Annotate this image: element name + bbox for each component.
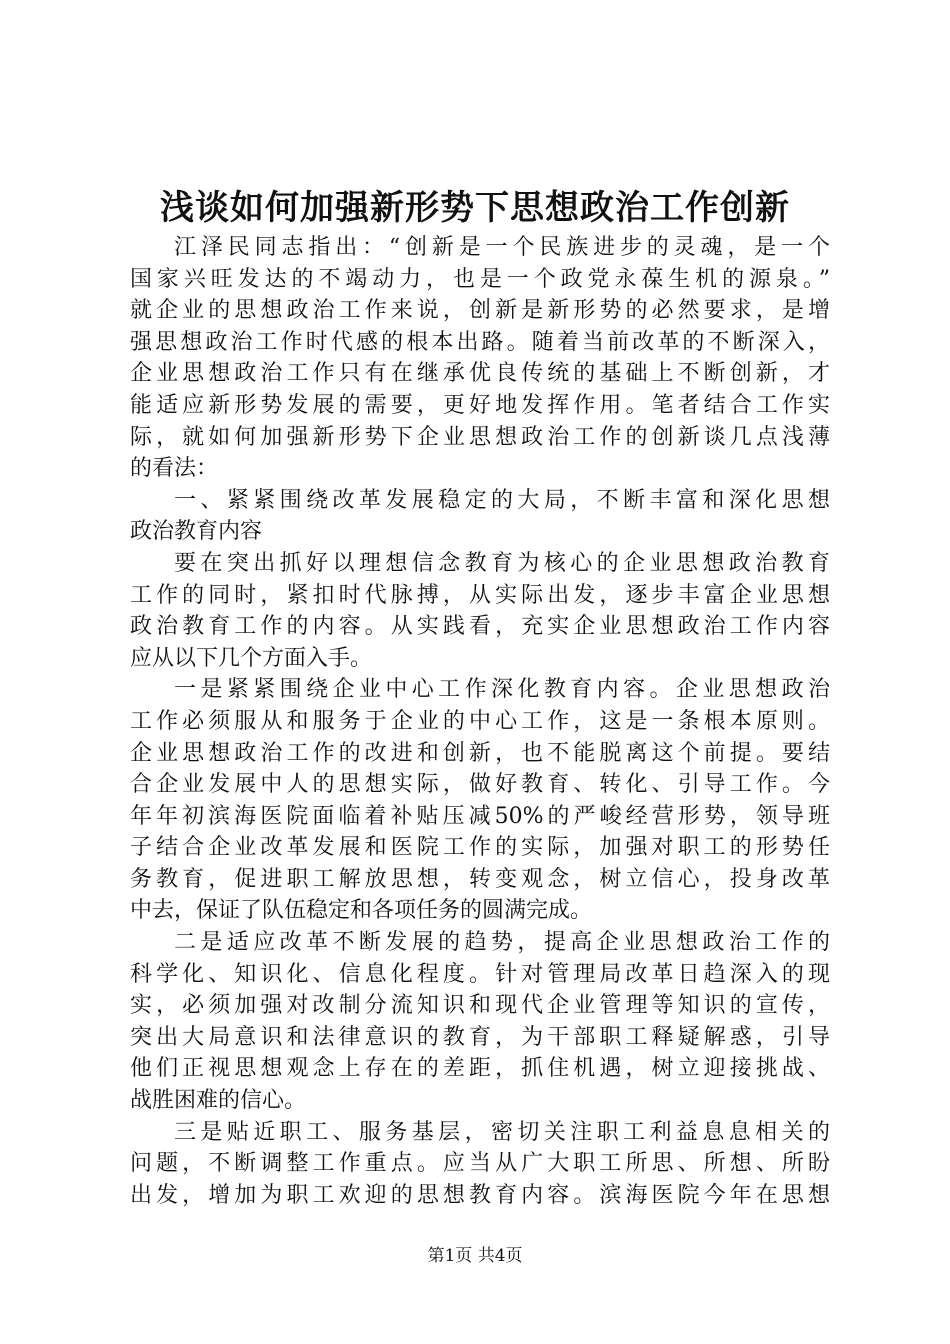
text-line: 应从以下几个方面入手。: [130, 645, 373, 671]
text-line: 科学化、知识化、信息化程度。针对管理局改革日趋深入的现: [130, 961, 830, 987]
text-line: 战胜困难的信心。: [130, 1088, 307, 1114]
text-line: 合企业发展中人的思想实际，做好教育、转化、引导工作。今: [130, 772, 830, 798]
text-line: 就企业的思想政治工作来说，创新是新形势的必然要求，是增: [130, 298, 830, 324]
text-line: 企业思想政治工作只有在继承优良传统的基础上不断创新，才: [130, 361, 830, 387]
text-line: 强思想政治工作时代感的根本出路。随着当前改革的不断深入，: [130, 329, 830, 355]
text-line: 中去，保证了队伍稳定和各项任务的圆满完成。: [130, 898, 593, 924]
page-footer: 第1页 共4页: [427, 1246, 523, 1266]
text-line: 出发，增加为职工欢迎的思想教育内容。滨海医院今年在思想: [130, 1182, 830, 1208]
text-line: 工作必须服从和服务于企业的中心工作，这是一条根本原则。: [130, 708, 830, 734]
text-line: 政治教育工作的内容。从实践看，充实企业思想政治工作内容: [130, 614, 830, 640]
text-line: 能适应新形势发展的需要，更好地发挥作用。笔者结合工作实: [130, 392, 830, 418]
text-line: 三是贴近职工、服务基层，密切关注职工利益息息相关的: [174, 1119, 830, 1145]
text-line: 务教育，促进职工解放思想，转变观念，树立信心，投身改革: [130, 866, 830, 892]
text-line: 政治教育内容: [130, 519, 263, 545]
text-line: 二是适应改革不断发展的趋势，提高企业思想政治工作的: [174, 930, 830, 956]
text-line: 突出大局意识和法律意识的教育，为干部职工释疑解惑，引导: [130, 1024, 830, 1050]
document-body: [130, 232, 830, 1211]
text-line: 工作的同时，紧扣时代脉搏，从实际出发，逐步丰富企业思想: [130, 582, 830, 608]
text-line: 一、紧紧围绕改革发展稳定的大局，不断丰富和深化思想: [174, 487, 830, 513]
text-line: 江泽民同志指出：“创新是一个民族进步的灵魂，是一个: [174, 235, 830, 260]
text-line: 子结合企业改革发展和医院工作的实际，加强对职工的形势任: [130, 835, 830, 861]
document-title: 浅谈如何加强新形势下思想政治工作创新: [160, 188, 790, 228]
text-line: 的看法：: [130, 456, 219, 482]
text-line: 要在突出抓好以理想信念教育为核心的企业思想政治教育: [174, 550, 830, 576]
text-line: 企业思想政治工作的改进和创新，也不能脱离这个前提。要结: [130, 740, 830, 766]
text-line: 实，必须加强对改制分流知识和现代企业管理等知识的宣传，: [130, 993, 830, 1019]
text-line: 国家兴旺发达的不竭动力，也是一个政党永葆生机的源泉。”: [130, 266, 830, 292]
text-line: 一是紧紧围绕企业中心工作深化教育内容。企业思想政治: [174, 677, 830, 703]
text-line: 他们正视思想观念上存在的差距，抓住机遇，树立迎接挑战、: [130, 1056, 830, 1082]
text-line: 问题，不断调整工作重点。应当从广大职工所思、所想、所盼: [130, 1151, 830, 1177]
text-line: 年年初滨海医院面临着补贴压减50%的严峻经营形势，领导班: [130, 803, 830, 829]
text-line: 际，就如何加强新形势下企业思想政治工作的创新谈几点浅薄: [130, 424, 830, 450]
